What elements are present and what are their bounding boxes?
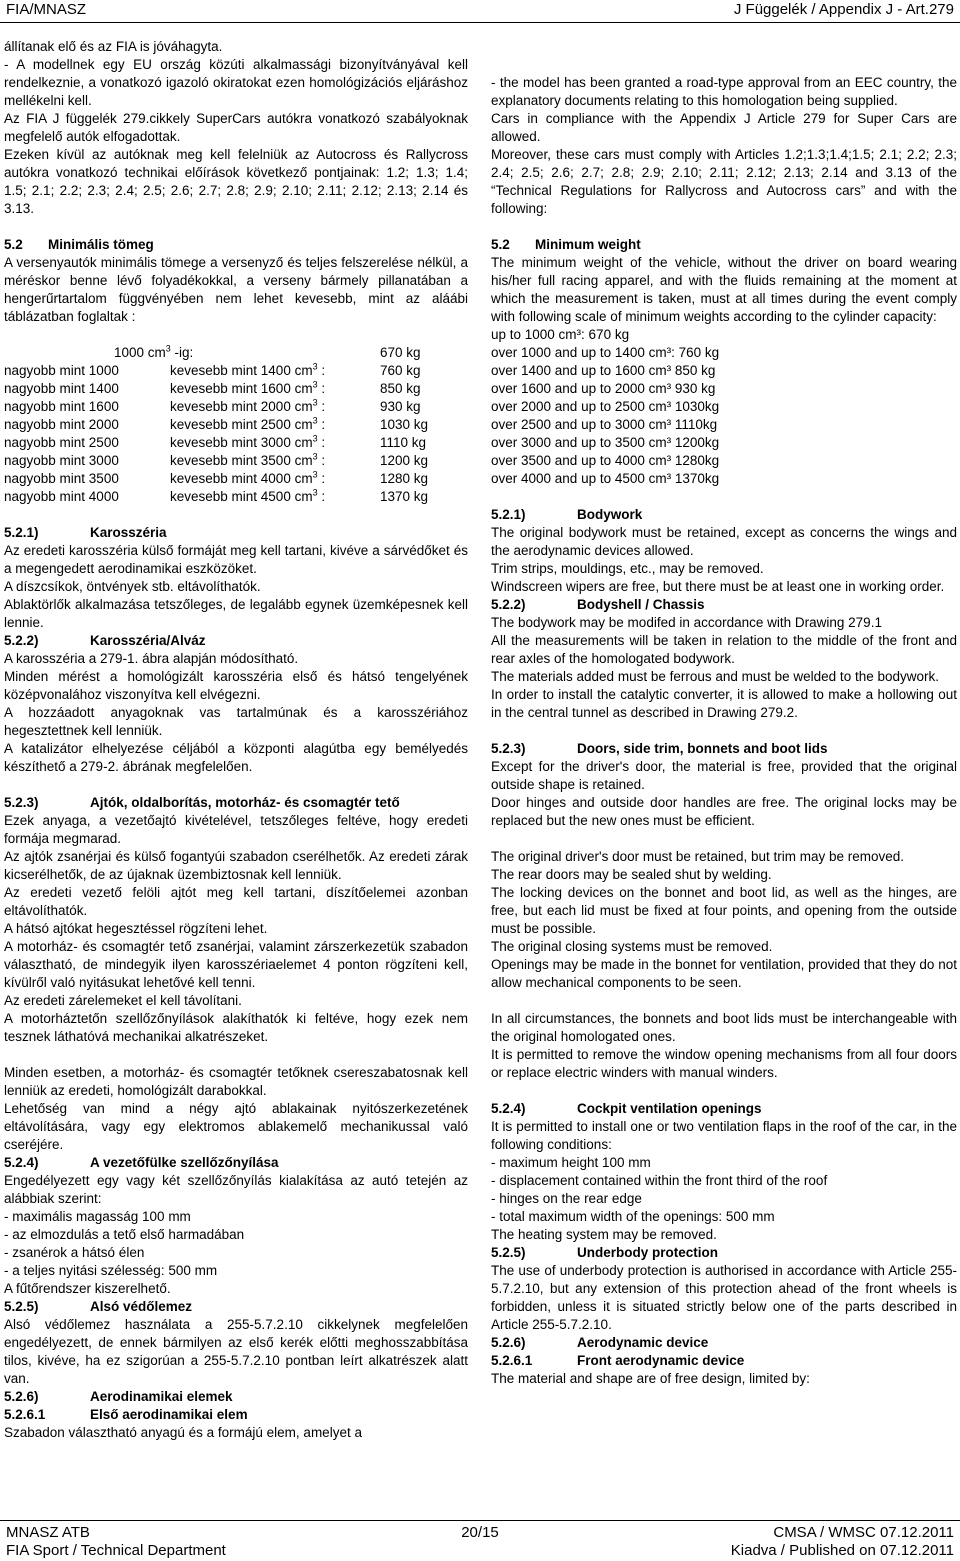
paragraph: The locking devices on the bonnet and boot lid, as well as the hinges, are free, but each lid must be fixed at four points, and opening from the outside must be possible. xyxy=(491,885,957,936)
header-left: FIA/MNASZ xyxy=(6,1,87,18)
paragraph: The original driver's door must be retained, but trim may be removed. xyxy=(491,849,905,864)
list-item: - maximális magasság 100 mm xyxy=(4,1209,191,1224)
table-row: 1000 $cm^3$ -ig: 670 kg xyxy=(114,343,421,360)
paragraph: A hozzáadott anyagoknak vas tartalmúnak és a karosszériához hegesztettnek kell lenniük. xyxy=(4,705,468,738)
weight-table xyxy=(491,326,957,488)
list-item: - maximum height 100 mm xyxy=(491,1155,651,1170)
section-heading: 5.2.4) A vezetőfülke szellőzőnyílása xyxy=(4,1155,279,1170)
left-column xyxy=(4,38,468,1442)
list-item: - az elmozdulás a tető első harmadában xyxy=(4,1227,245,1242)
table-row: nagyobb mint 3500 kevesebb mint 4000 $cm^3$ : 1280 kg xyxy=(4,469,429,486)
paragraph: Windscreen wipers are free, but there must be at least one in working order. xyxy=(491,579,945,594)
section-heading: 5.2.6.1 Front aerodynamic device xyxy=(491,1353,745,1368)
paragraph: Cars in compliance with the Appendix J Article 279 for Super Cars are allowed. xyxy=(491,111,957,144)
section-heading: 5.2.3) Doors, side trim, bonnets and boot lids xyxy=(491,741,828,756)
paragraph: Minden mérést a homológizált karosszéria első és hátsó tengelyének középvonalához viszonyítva kell elvégezni. xyxy=(4,669,468,702)
paragraph: A katalizátor elhelyezése céljából a központi alagútba egy bemélyedés készíthető a 279-2. ábrának megfelelően. xyxy=(4,741,468,774)
table-row: over 1400 and up to 1600 cm³ 850 kg xyxy=(491,363,716,378)
paragraph: Minden esetben, a motorház- és csomagtér tetőknek csereszabatosnak kell lenniük az eredeti, homológizált darabokkal. xyxy=(4,1065,468,1098)
paragraph: A karosszéria a 279-1. ábra alapján módosítható. xyxy=(4,651,299,666)
table-row: over 2500 and up to 3000 cm³ 1110kg xyxy=(491,417,718,432)
table-row: over 3000 and up to 3500 cm³ 1200kg xyxy=(491,435,720,450)
paragraph: In all circumstances, the bonnets and boot lids must be interchangeable with the original homologated ones. xyxy=(491,1011,957,1044)
section-heading: 5.2.2) Bodyshell / Chassis xyxy=(491,597,705,612)
table-row: nagyobb mint 1400 kevesebb mint 1600 $cm^3$ : 850 kg xyxy=(4,379,421,396)
header-right: J Függelék / Appendix J - Art.279 xyxy=(733,1,954,18)
paragraph: Trim strips, mouldings, etc., may be removed. xyxy=(491,561,764,576)
weight-table xyxy=(4,344,468,506)
paragraph: állítanak elő és az FIA is jóváhagyta. xyxy=(4,39,223,54)
table-row: nagyobb mint 3000 kevesebb mint 3500 $cm^3$ : 1200 kg xyxy=(4,451,429,468)
footer-divider xyxy=(0,1520,960,1521)
table-row: over 3500 and up to 4000 cm³ 1280kg xyxy=(491,453,720,468)
list-item: - displacement contained within the front third of the roof xyxy=(491,1173,828,1188)
list-item: - total maximum width of the openings: 500 mm xyxy=(491,1209,775,1224)
paragraph: All the measurements will be taken in relation to the middle of the front and rear axles of the homologated bodywork. xyxy=(491,633,957,666)
table-row: over 4000 and up to 4500 cm³ 1370kg xyxy=(491,471,720,486)
section-heading: 5.2.4) Cockpit ventilation openings xyxy=(491,1101,762,1116)
section-heading: 5.2.5) Alsó védőlemez xyxy=(4,1299,193,1314)
section-heading: 5.2.3) Ajtók, oldalborítás, motorház- és csomagtér tető xyxy=(4,795,400,810)
header-divider xyxy=(0,22,960,23)
table-row: nagyobb mint 2500 kevesebb mint 3000 $cm^3$ : 1110 kg xyxy=(4,433,427,450)
paragraph: Az eredeti karosszéria külső formáját meg kell tartani, kivéve a sárvédőket és a megengedett aerodinamikai eszközöket. xyxy=(4,543,468,576)
footer-right-line1: CMSA / WMSC 07.12.2011 xyxy=(773,1524,954,1541)
list-item: - zsanérok a hátsó élen xyxy=(4,1245,145,1260)
paragraph: Door hinges and outside door handles are free. The original locks may be replaced but the new ones must be efficient. xyxy=(491,795,957,828)
section-heading: 5.2.2) Karosszéria/Alváz xyxy=(4,633,206,648)
table-row: nagyobb mint 4000 kevesebb mint 4500 $cm^3$ : 1370 kg xyxy=(4,487,429,504)
paragraph: The original bodywork must be retained, except as concerns the wings and the aerodynamic devices allowed. xyxy=(491,525,957,558)
footer-left-line2: FIA Sport / Technical Department xyxy=(6,1542,226,1559)
section-heading: 5.2.5) Underbody protection xyxy=(491,1245,718,1260)
section-heading: 5.2 Minimális tömeg xyxy=(4,237,154,252)
paragraph: Except for the driver's door, the material is free, provided that the original outside shape is retained. xyxy=(491,759,957,792)
page-header xyxy=(0,0,960,20)
paragraph: Ezek anyaga, a vezetőajtó kivételével, tetszőleges feltéve, hogy eredeti formája megmarad. xyxy=(4,813,468,846)
table-row: nagyobb mint 1000 kevesebb mint 1400 $cm^3$ : 760 kg xyxy=(4,361,421,378)
paragraph: The heating system may be removed. xyxy=(491,1227,717,1242)
paragraph: Az FIA J függelék 279.cikkely SuperCars autókra vonatkozó szabályoknak megfelelő autók elfogadottak. xyxy=(4,111,468,144)
paragraph: The bodywork may be modifed in accordance with Drawing 279.1 xyxy=(491,615,882,630)
list-item: - hinges on the rear edge xyxy=(491,1191,642,1206)
paragraph: Engedélyezett egy vagy két szellőzőnyílás kialakítása az autó tetején az alábbiak szerint: xyxy=(4,1173,468,1206)
right-column xyxy=(491,38,957,1388)
paragraph: The minimum weight of the vehicle, without the driver on board wearing his/her full racing apparel, and with the fluids remaining at the moment at which the measurement is taken, must at all times during the event comply with following scale of minimum weights according to the cylinder capacity: xyxy=(491,255,957,324)
section-heading: 5.2 Minimum weight xyxy=(491,237,641,252)
paragraph: A motorháztetőn szellőzőnyílások alakíthatók ki feltéve, hogy ezek nem tesznek láthatóvá mechanikai alkatrészeket. xyxy=(4,1011,468,1044)
section-heading: 5.2.6) Aerodinamikai elemek xyxy=(4,1389,233,1404)
list-item: - a teljes nyitási szélesség: 500 mm xyxy=(4,1263,218,1278)
paragraph: Moreover, these cars must comply with Articles 1.2;1.3;1.4;1.5; 2.1; 2.2; 2.3; 2.4; 2.5; 2.6; 2.7; 2.8; 2.9; 2.10; 2.11; 2.12; 2.13; 2.14 and 3.13 of the “Technical Regulations for Rallycross and Autocross cars” and with the following: xyxy=(491,147,957,216)
paragraph: Szabadon választható anyagú és a formájú elem, amelyet a xyxy=(4,1425,362,1440)
table-row: nagyobb mint 1600 kevesebb mint 2000 $cm^3$ : 930 kg xyxy=(4,397,421,414)
table-row: over 2000 and up to 2500 cm³ 1030kg xyxy=(491,399,720,414)
paragraph: The use of underbody protection is authorised in accordance with Article 255-5.7.2.10, but any extension of this protection ahead of the front wheels is forbidden, unless it is situated strictly below one of the parts described in Article 255-5.7.2.10. xyxy=(491,1263,957,1332)
section-heading: 5.2.1) Karosszéria xyxy=(4,525,167,540)
paragraph: The material and shape are of free design, limited by: xyxy=(491,1371,810,1386)
table-row: over 1000 and up to 1400 cm³: 760 kg xyxy=(491,345,720,360)
paragraph: - A modellnek egy EU ország közúti alkalmassági bizonyítványával kell rendelkeznie, a vonatkozó igazoló okiratokat ezen homológizációs eljáráshoz mellékelni kell. xyxy=(4,57,468,108)
table-row: up to 1000 cm³: 670 kg xyxy=(491,327,630,342)
paragraph: A versenyautók minimális tömege a versenyző és teljes felszerelése nélkül, a méréskor benne lévő folyadékokkal, a verseny bármely pillanatában a hengerűrtartalom függvényében nem lehet kevesebb, mint az aláábi táblázatban foglaltak : xyxy=(4,255,468,324)
section-heading: 5.2.6.1 Első aerodinamikai elem xyxy=(4,1407,248,1422)
paragraph: A fűtőrendszer kiszerelhető. xyxy=(4,1281,171,1296)
paragraph: - the model has been granted a road-type approval from an EEC country, the explanatory documents relating to this homologation being supplied. xyxy=(491,75,957,108)
paragraph: Alsó védőlemez használata a 255-5.7.2.10 cikkelynek megfelelően engedélyezett, de ennek bármilyen az első kerék előtti meghosszabbítása tilos, kivéve, ha ez szigorúan a 255-5.7.2.10 pontban leírt alkatrészek alatt van. xyxy=(4,1317,468,1386)
paragraph: A hátsó ajtókat hegesztéssel rögzíteni lehet. xyxy=(4,921,268,936)
paragraph: Ablaktörlők alkalmazása tetszőleges, de legalább egynek üzemképesnek kell lennie. xyxy=(4,597,468,630)
table-row: over 1600 and up to 2000 cm³ 930 kg xyxy=(491,381,716,396)
paragraph: Az eredeti zárelemeket el kell távolítani. xyxy=(4,993,242,1008)
paragraph: In order to install the catalytic converter, it is allowed to make a hollowing out in the central tunnel as described in Drawing 279.2. xyxy=(491,687,957,720)
paragraph: The original closing systems must be removed. xyxy=(491,939,773,954)
footer-right-line2: Kiadva / Published on 07.12.2011 xyxy=(730,1542,954,1559)
footer-left-line1: MNASZ ATB xyxy=(6,1524,90,1541)
footer-page-number: 20/15 xyxy=(461,1524,499,1541)
paragraph: Openings may be made in the bonnet for ventilation, provided that they do not allow mechanical components to be seen. xyxy=(491,957,957,990)
paragraph: A motorház- és csomagtér tető zsanérjai, valamint zárszerkezetük szabadon választható, de mindegyik ilyen karosszériaelemet 4 ponton rögzíteni kell, kívülről való nyitásukat lehetővé kell tenni. xyxy=(4,939,468,990)
footer-right xyxy=(731,1524,954,1560)
section-heading: 5.2.1) Bodywork xyxy=(491,507,643,522)
paragraph: Ezeken kívül az autóknak meg kell felelniük az Autocross és Rallycross autókra vonatkozó technikai előírások következő pontjainak: 1.2; 1.3; 1.4; 1.5; 2.1; 2.2; 2.3; 2.4; 2.5; 2.6; 2.7; 2.8; 2.9; 2.10; 2.11; 2.12; 2.13; 2.14 és 3.13. xyxy=(4,147,468,216)
paragraph: Lehetőség van mind a négy ajtó ablakainak nyitószerkezetének eltávolítására, vagy egy elektromos ablakemelő mechanikussal való cseréjére. xyxy=(4,1101,468,1152)
paragraph: It is permitted to remove the window opening mechanisms from all four doors or replace electric winders with manual winders. xyxy=(491,1047,957,1080)
paragraph: A díszcsíkok, öntvények stb. eltávolíthatók. xyxy=(4,579,261,594)
paragraph: The materials added must be ferrous and must be welded to the bodywork. xyxy=(491,669,939,684)
paragraph: Az eredeti vezető felöli ajtót meg kell tartani, díszítőelemei azonban eltávolíthatók. xyxy=(4,885,468,918)
paragraph: It is permitted to install one or two ventilation flaps in the roof of the car, in the following conditions: xyxy=(491,1119,957,1152)
paragraph: The rear doors may be sealed shut by welding. xyxy=(491,867,772,882)
paragraph: Az ajtók zsanérjai és külső fogantyúi szabadon cserélhetők. Az eredeti zárak kicserélhetők, de az újaknak üzembiztosnak kell lenniük. xyxy=(4,849,468,882)
section-heading: 5.2.6) Aerodynamic device xyxy=(491,1335,709,1350)
table-row: nagyobb mint 2000 kevesebb mint 2500 $cm^3$ : 1030 kg xyxy=(4,415,429,432)
